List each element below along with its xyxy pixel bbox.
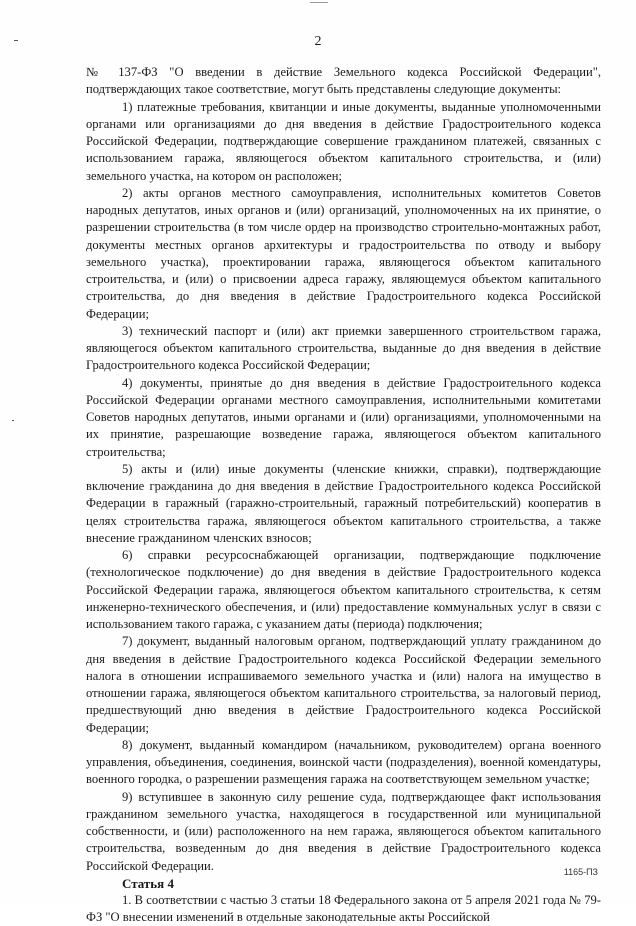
scan-mark: [310, 2, 328, 3]
article-paragraph: 1. В соответствии с частью 3 статьи 18 Федерального закона от 5 апреля 2021 года № 79-ФЗ "О внесении изменений в отдельные законодательные акты Российской: [86, 892, 601, 924]
list-item: 1) платежные требования, квитанции и иные документы, выданные уполномоченными органами или организациями до дня введения в действие Градостроительного кодекса Российской Федерации, подтверждающие совершение гражданином платежей, связанных с использованием гаража, являющегося объектом капитального строительства, и (или) земельного участка, на котором он расположен;: [86, 99, 601, 183]
document-body: [86, 64, 601, 926]
page-number: 2: [314, 34, 322, 49]
list-item: 7) документ, выданный налоговым органом, подтверждающий уплату гражданином до дня введения в действие Градостроительного кодекса Российской Федерации земельного налога в отношении испрашиваемого земельного участка и (или) налога на имущество в отношении гаража, являющегося объектом капитального строительства, за налоговый период, предшествующий дню введения в действие Градостроительного кодекса Российской Федерации;: [86, 634, 601, 735]
list-item: 8) документ, выданный командиром (начальником, руководителем) органа военного управления, объединения, соединения, воинской части (подразделения), военной комендатуры, военного городка, о разрешении размещения гаража на соответствующем земельном участке;: [86, 737, 601, 787]
list-item: 4) документы, принятые до дня введения в действие Градостроительного кодекса Российской Федерации органами местного самоуправления, исполнительными комитетами Советов народных депутатов, иными органами и (или) организациями, уполномоченными на их принятие, разрешающие возведение гаража, являющегося объектом капитального строительства;: [86, 375, 601, 459]
scan-mark: [12, 420, 14, 421]
list-item: 2) акты органов местного самоуправления, исполнительных комитетов Советов народных депутатов, иных органов и (или) организаций, уполномоченных на их принятие, о разрешении строительства (в том числе ордер на производство строительно-монтажных работ, документы местных органов архитектуры и градостроительства по отводу и выбору земельного участка), проектировании гаража, являющегося объектом капитального строительства, и (или) о присвоении адреса гаражу, являющемуся объектом капитального строительства, до дня введения в действие Градостроительного кодекса Российской Федерации;: [86, 185, 601, 321]
intro-paragraph: № 137-ФЗ "О введении в действие Земельного кодекса Российской Федерации", подтверждающих такое соответствие, могут быть представлены следующие документы:: [86, 65, 601, 97]
article-heading: Статья 4: [122, 875, 174, 891]
list-item: 5) акты и (или) иные документы (членские книжки, справки), подтверждающие включение гражданина до дня введения в действие Градостроительного кодекса Российской Федерации в гаражный (гаражно-строительный, гаражный потребительский) кооператив в целях строительства гаража, являющегося объектом капитального строительства, а также внесение гражданином членских взносов;: [86, 461, 601, 545]
list-item: 3) технический паспорт и (или) акт приемки завершенного строительством гаража, являющегося объектом капитального строительства, выданные до дня введения в действие Градостроительного кодекса Российской Федерации;: [86, 323, 601, 373]
document-code: 1165-ПЗ: [563, 867, 598, 877]
list-item: 9) вступившее в законную силу решение суда, подтверждающее факт использования гражданином земельного участка, находящегося в государственной или муниципальной собственности, и (или) расположенного на нем гаража, являющегося объектом капитального строительства, возведенным до дня введения в действие Градостроительного кодекса Российской Федерации.: [86, 789, 601, 873]
list-item: 6) справки ресурсоснабжающей организации, подтверждающие подключение (технологическое подключение) до дня введения в действие Градостроительного кодекса Российской Федерации гаража, являющегося объектом капитального строительства, к сетям инженерно-технического обеспечения, и (или) предоставление коммунальных услуг в связи с использованием такого гаража, с указанием даты (периода) подключения;: [86, 548, 601, 631]
